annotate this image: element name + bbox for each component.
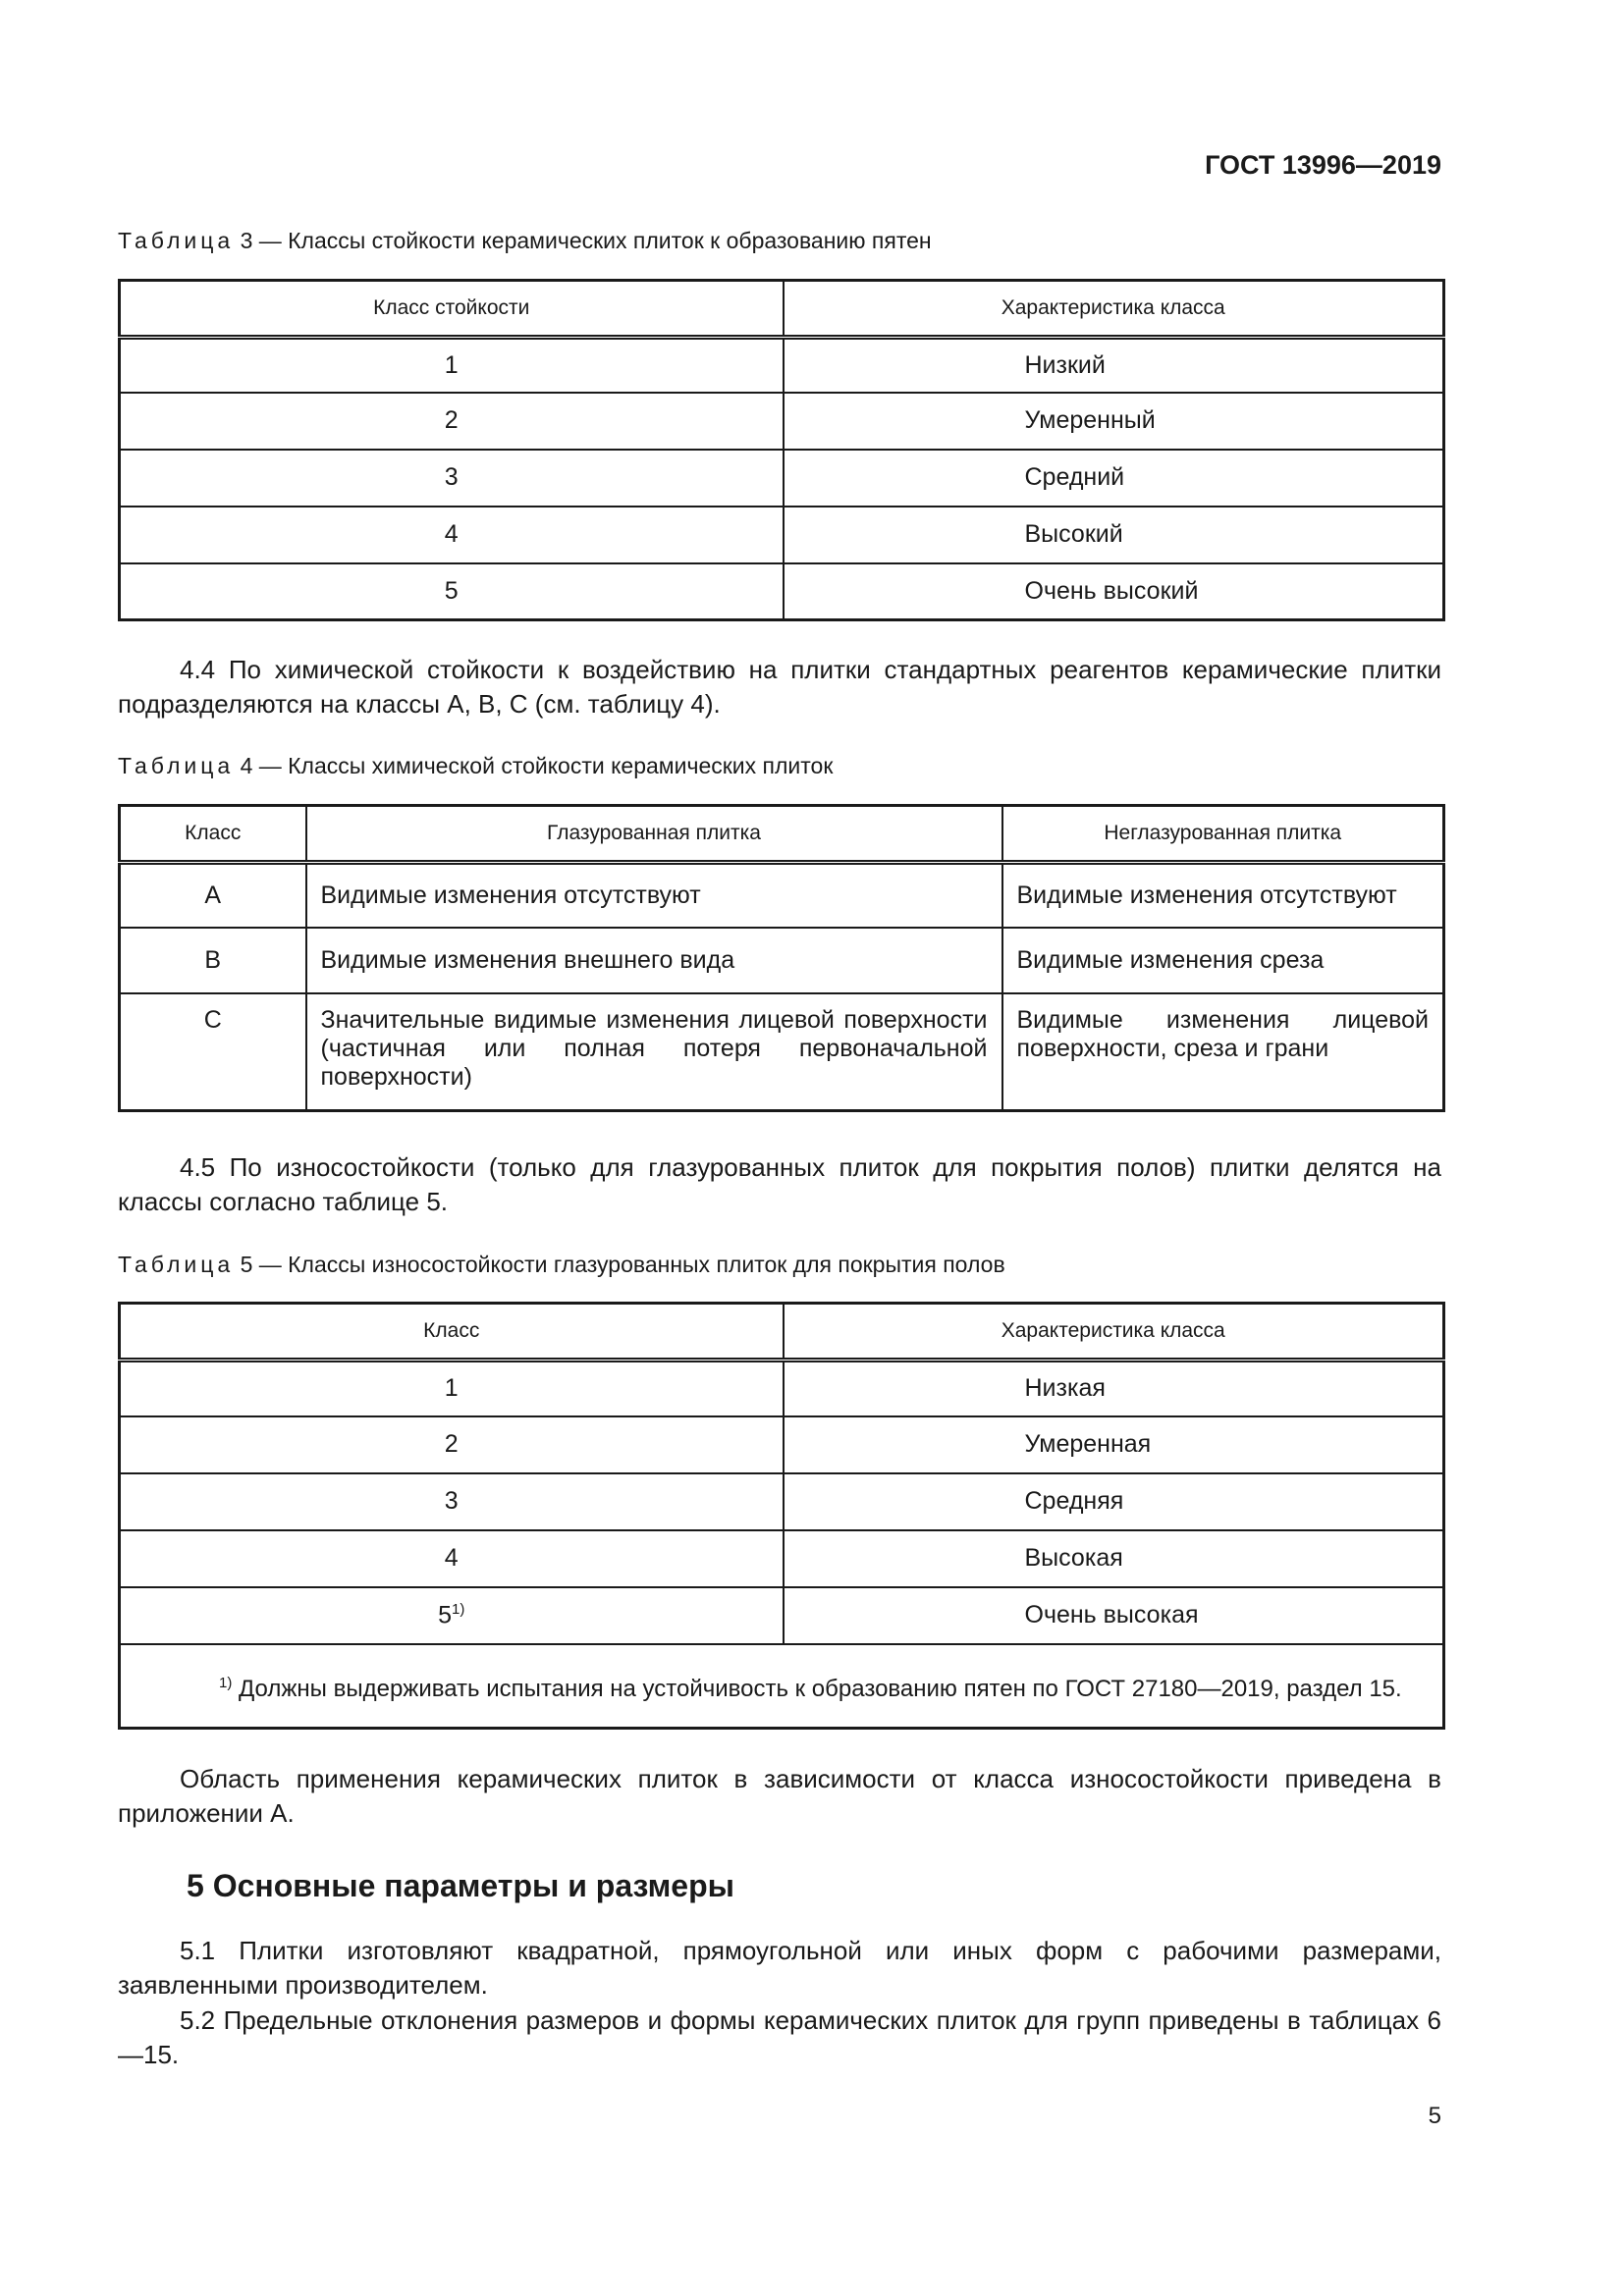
- table-row: [120, 1587, 1444, 1644]
- table-cell: Видимые изменения лицевой поверхности, среза и грани: [1002, 993, 1444, 1111]
- paragraph-5-2: [118, 2003, 1441, 2072]
- paragraph-4-4-text: 4.4 По химической стойкости к воздействию на плитки стандартных реагентов керамические плитки подразделяются на классы А, В, С (см. таблицу 4).: [118, 655, 1441, 719]
- table-cell: 1: [120, 338, 784, 393]
- table4-caption: [118, 753, 833, 779]
- paragraph-scope: [118, 1762, 1441, 1831]
- table-row: [120, 393, 1444, 450]
- table5-caption-prefix: Таблица: [118, 1252, 235, 1277]
- table-cell: А: [120, 863, 306, 928]
- table5-caption: [118, 1252, 1005, 1278]
- table-footnote-row: [120, 1644, 1444, 1729]
- table-cell: В: [120, 928, 306, 993]
- paragraph-4-5-text: 4.5 По износостойкости (только для глазурованных плиток для покрытия полов) плитки делятся на классы согласно таблице 5.: [118, 1152, 1441, 1216]
- table-cell: 3: [120, 1473, 784, 1530]
- table-row: [120, 1416, 1444, 1473]
- table-cell: 1: [120, 1361, 784, 1416]
- table-cell: Высокий: [784, 507, 1444, 563]
- table-row: [120, 863, 1444, 928]
- table-cell: 4: [120, 1530, 784, 1587]
- class-value: 5: [438, 1601, 453, 1629]
- table-cell: С: [120, 993, 306, 1111]
- table-cell: Очень высокая: [784, 1587, 1444, 1644]
- footnote-mark: 1): [219, 1674, 233, 1691]
- table3-header-characteristic: Характеристика класса: [784, 281, 1444, 338]
- table-row: [120, 993, 1444, 1111]
- paragraph-4-4: [118, 653, 1441, 721]
- table-row: [120, 928, 1444, 993]
- paragraph-5-2-text: 5.2 Предельные отклонения размеров и формы керамических плиток для групп приведены в таблицах 6—15.: [118, 2005, 1441, 2069]
- page-number: 5: [1428, 2103, 1441, 2129]
- paragraph-4-5: [118, 1150, 1441, 1219]
- table-cell: Видимые изменения отсутствуют: [306, 863, 1002, 928]
- table4-header-glazed: Глазурованная плитка: [306, 806, 1002, 863]
- table4-caption-text: 4 — Классы химической стойкости керамических плиток: [240, 753, 834, 778]
- table5-header-class: Класс: [120, 1304, 784, 1361]
- table-cell: Видимые изменения среза: [1002, 928, 1444, 993]
- footnote-text: Должны выдерживать испытания на устойчивость к образованию пятен по ГОСТ 27180—2019, раздел 15.: [239, 1675, 1402, 1702]
- table-cell: Умеренный: [784, 393, 1444, 450]
- table3-caption-prefix: Таблица: [118, 228, 235, 253]
- table-cell: Значительные видимые изменения лицевой поверхности (частичная или полная потеря первоначальной поверхности): [306, 993, 1002, 1111]
- table4-header-class: Класс: [120, 806, 306, 863]
- table3-header-class: Класс стойкости: [120, 281, 784, 338]
- table-cell: 4: [120, 507, 784, 563]
- paragraph-5-1: [118, 1934, 1441, 2002]
- section-5-title: 5 Основные параметры и размеры: [187, 1868, 734, 1903]
- table-row: [120, 1473, 1444, 1530]
- table3-caption-text: 3 — Классы стойкости керамических плиток к образованию пятен: [240, 228, 932, 253]
- table-row: [120, 507, 1444, 563]
- table-cell: Низкий: [784, 338, 1444, 393]
- paragraph-scope-text: Область применения керамических плиток в зависимости от класса износостойкости приведена в приложении А.: [118, 1764, 1441, 1828]
- table-cell: Умеренная: [784, 1416, 1444, 1473]
- table4-header-unglazed: Неглазурованная плитка: [1002, 806, 1444, 863]
- paragraph-5-1-text: 5.1 Плитки изготовляют квадратной, прямоугольной или иных форм с рабочими размерами, заявленными производителем.: [118, 1936, 1441, 2000]
- table-cell: 3: [120, 450, 784, 507]
- table-cell: 5: [120, 563, 784, 620]
- table4-caption-prefix: Таблица: [118, 753, 235, 778]
- table-row: [120, 450, 1444, 507]
- table-row: [120, 563, 1444, 620]
- table4: [118, 804, 1445, 1112]
- table-cell: 2: [120, 393, 784, 450]
- table-row: [120, 1530, 1444, 1587]
- table5: [118, 1302, 1445, 1730]
- table-cell: Высокая: [784, 1530, 1444, 1587]
- table-cell: Видимые изменения отсутствуют: [1002, 863, 1444, 928]
- table-cell: Средняя: [784, 1473, 1444, 1530]
- table5-header-characteristic: Характеристика класса: [784, 1304, 1444, 1361]
- table-footnote: [120, 1644, 1444, 1729]
- table3: [118, 279, 1445, 621]
- table-cell: Низкая: [784, 1361, 1444, 1416]
- table-cell: Средний: [784, 450, 1444, 507]
- standard-designation: ГОСТ 13996—2019: [1205, 150, 1441, 180]
- table5-caption-text: 5 — Классы износостойкости глазурованных плиток для покрытия полов: [240, 1252, 1005, 1277]
- table-cell: [120, 1587, 784, 1644]
- table-cell: 2: [120, 1416, 784, 1473]
- footnote-ref: 1): [452, 1600, 465, 1618]
- table-cell: Очень высокий: [784, 563, 1444, 620]
- table-row: [120, 1361, 1444, 1416]
- table3-caption: [118, 228, 932, 254]
- table-cell: Видимые изменения внешнего вида: [306, 928, 1002, 993]
- table-row: [120, 338, 1444, 393]
